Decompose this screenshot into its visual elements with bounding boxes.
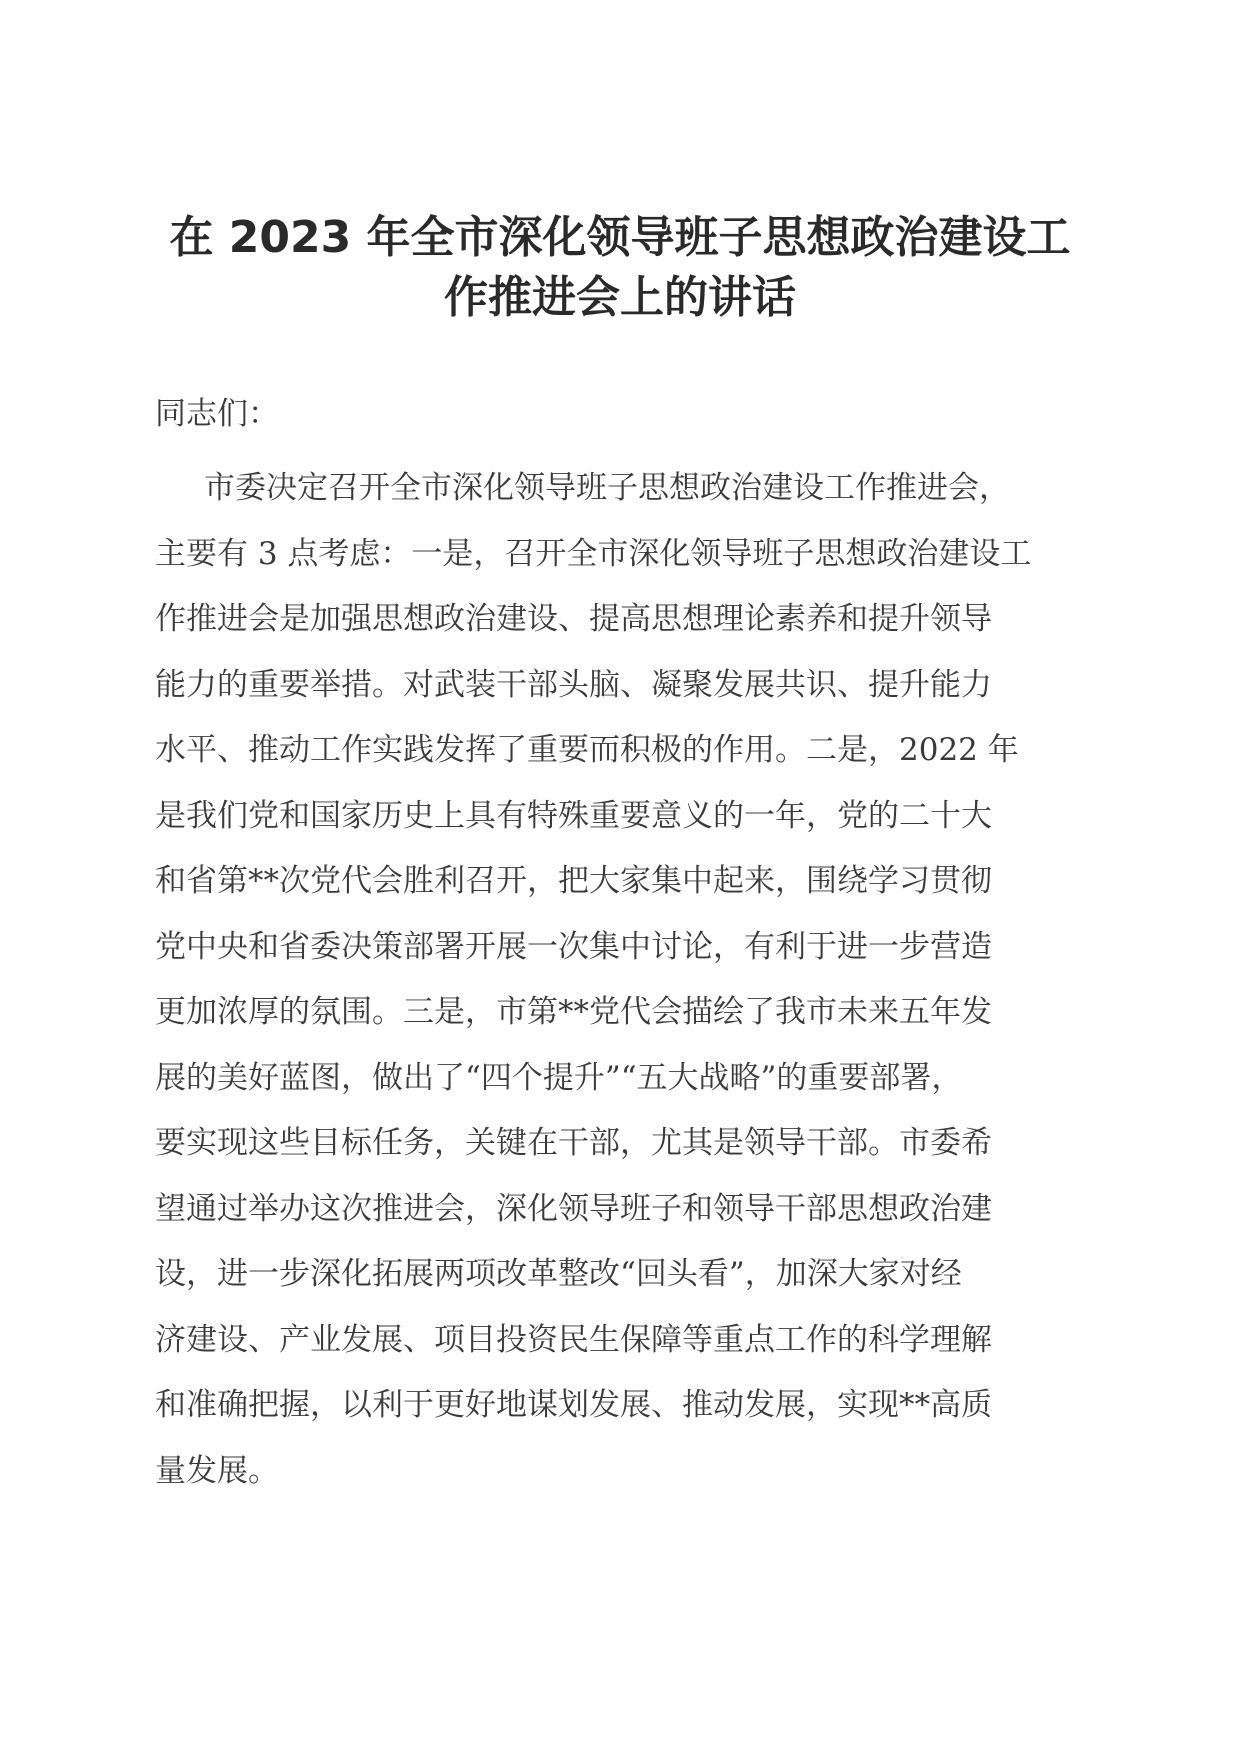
paragraph-line: 要实现这些目标任务，关键在干部，尤其是领导干部。市委希 bbox=[155, 1125, 992, 1161]
paragraph-line: 设，进一步深化拓展两项改革整改“回头看”，加深大家对经 bbox=[155, 1256, 962, 1292]
title-line: 作推进会上的讲话 bbox=[444, 272, 796, 323]
body-paragraph bbox=[155, 464, 1095, 1512]
paragraph-line: 能力的重要举措。对武装干部头脑、凝聚发展共识、提升能力 bbox=[155, 666, 992, 703]
paragraph-line: 和省第**次党代会胜利召开，把大家集中起来，围绕学习贯彻 bbox=[155, 863, 992, 899]
paragraph-line: 市委决定召开全市深化领导班子思想政治建设工作推进会， bbox=[204, 470, 1010, 506]
paragraph-line: 是我们党和国家历史上具有特殊重要意义的一年，党的二十大 bbox=[155, 797, 992, 834]
paragraph-line: 和准确把握，以利于更好地谋划发展、推动发展，实现**高质 bbox=[155, 1387, 992, 1423]
paragraph-line: 济建设、产业发展、项目投资民生保障等重点工作的科学理解 bbox=[155, 1321, 992, 1358]
document-title bbox=[140, 208, 1100, 328]
paragraph-line: 作推进会是加强思想政治建设、提高思想理论素养和提升领导 bbox=[155, 601, 992, 637]
paragraph-line: 水平、推动工作实践发挥了重要而积极的作用。二是，2022 年 bbox=[155, 732, 1019, 768]
paragraph-line: 量发展。 bbox=[155, 1452, 279, 1489]
paragraph-line: 更加浓厚的氛围。三是，市第**党代会描绘了我市未来五年发 bbox=[155, 994, 992, 1030]
paragraph-line: 展的美好蓝图，做出了“四个提升”“五大战略”的重要部署， bbox=[155, 1059, 963, 1096]
title-line: 在 2023 年全市深化领导班子思想政治建设工 bbox=[169, 212, 1071, 263]
paragraph-line: 望通过举办这次推进会，深化领导班子和领导干部思想政治建 bbox=[155, 1190, 992, 1227]
paragraph-line: 主要有 3 点考虑：一是，召开全市深化领导班子思想政治建设工 bbox=[155, 535, 1032, 572]
salutation: 同志们： bbox=[155, 396, 279, 432]
paragraph-line: 党中央和省委决策部署开展一次集中讨论，有利于进一步营造 bbox=[155, 928, 992, 965]
